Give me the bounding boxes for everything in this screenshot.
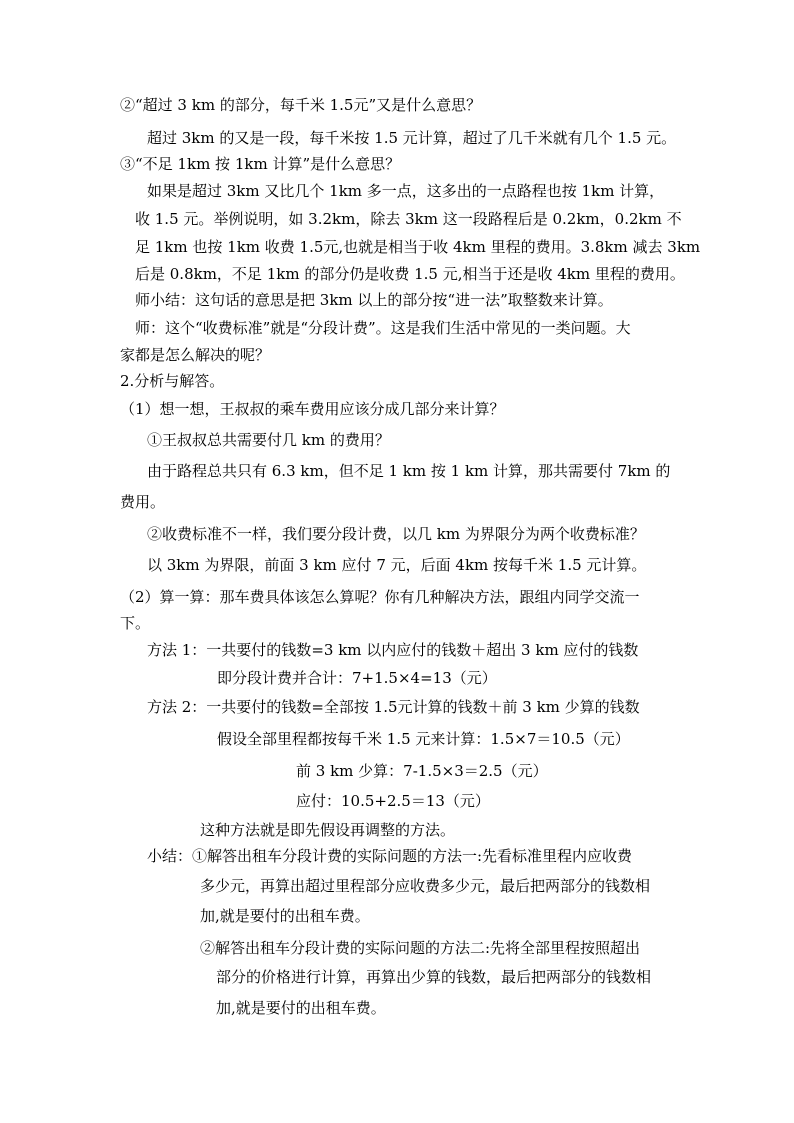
- text-line: （2）算一算：那车费具体该怎么算呢？你有几种解决方法，跟组内同学交流一: [120, 588, 640, 606]
- text-line: 加,就是要付的出租车费。: [216, 999, 386, 1017]
- text-line: 部分的价格进行计算，再算出少算的钱数，最后把两部分的钱数相: [216, 968, 652, 986]
- text-line: 假设全部里程都按每千米 1.5 元来计算：1.5×7＝10.5（元）: [217, 730, 630, 748]
- text-line: （1）想一想，王叔叔的乘车费用应该分成几部分来计算？: [120, 400, 505, 418]
- text-line: ③“不足 1km 按 1km 计算”是什么意思？: [120, 155, 401, 173]
- section-heading: 2.分析与解答。: [120, 372, 225, 390]
- text-line: 前 3 km 少算：7-1.5×3＝2.5（元）: [296, 762, 548, 780]
- text-line: 后是 0.8km，不足 1km 的部分仍是收费 1.5 元,相当于还是收 4km 里程的费用。: [135, 265, 685, 283]
- text-line: 由于路程总共只有 6.3 km，但不足 1 km 按 1 km 计算，那共需要付 7km 的: [147, 462, 671, 480]
- text-line: ②“超过 3 km 的部分，每千米 1.5元”又是什么意思？: [120, 96, 482, 114]
- text-line: 如果是超过 3km 又比几个 1km 多一点，这多出的一点路程也按 1km 计算，: [147, 182, 665, 200]
- text-line: 师：这个“收费标准”就是“分段计费”。这是我们生活中常见的一类问题。大: [135, 319, 631, 337]
- text-line: 这种方法就是即先假设再调整的方法。: [200, 821, 456, 839]
- text-line: 即分段计费并合计：7+1.5×4=13（元）: [217, 669, 497, 687]
- text-line: ②解答出租车分段计费的实际问题的方法二:先将全部里程按照超出: [200, 939, 641, 957]
- text-line: 方法 2：一共要付的钱数=全部按 1.5元计算的钱数＋前 3 km 少算的钱数: [147, 698, 640, 716]
- text-line: 师小结：这句话的意思是把 3km 以上的部分按“进一法”取整数来计算。: [135, 291, 613, 309]
- text-line: 足 1km 也按 1km 收费 1.5元,也就是相当于收 4km 里程的费用。3.8km 减去 3km: [135, 238, 701, 256]
- text-line: 方法 1：一共要付的钱数=3 km 以内应付的钱数＋超出 3 km 应付的钱数: [147, 641, 639, 659]
- text-line: 费用。: [120, 493, 166, 511]
- text-line: 家都是怎么解决的呢？: [120, 346, 271, 364]
- text-line: 小结：①解答出租车分段计费的实际问题的方法一:先看标准里程内应收费: [147, 847, 633, 865]
- text-line: ①王叔叔总共需要付几 km 的费用？: [147, 431, 390, 449]
- text-line: 超过 3km 的又是一段，每千米按 1.5 元计算，超过了几千米就有几个 1.5 元。: [147, 129, 677, 147]
- text-line: 收 1.5 元。举例说明，如 3.2km，除去 3km 这一段路程后是 0.2km，0.2km 不: [135, 210, 682, 228]
- text-line: 多少元，再算出超过里程部分应收费多少元，最后把两部分的钱数相: [200, 877, 651, 895]
- text-line: 应付：10.5+2.5＝13（元）: [296, 792, 490, 810]
- text-line: ②收费标准不一样，我们要分段计费，以几 km 为界限分为两个收费标准？: [147, 525, 645, 543]
- text-line: 下。: [120, 614, 151, 632]
- text-line: 加,就是要付的出租车费。: [200, 907, 370, 925]
- text-line: 以 3km 为界限，前面 3 km 应付 7 元，后面 4km 按每千米 1.5 元计算。: [147, 556, 647, 574]
